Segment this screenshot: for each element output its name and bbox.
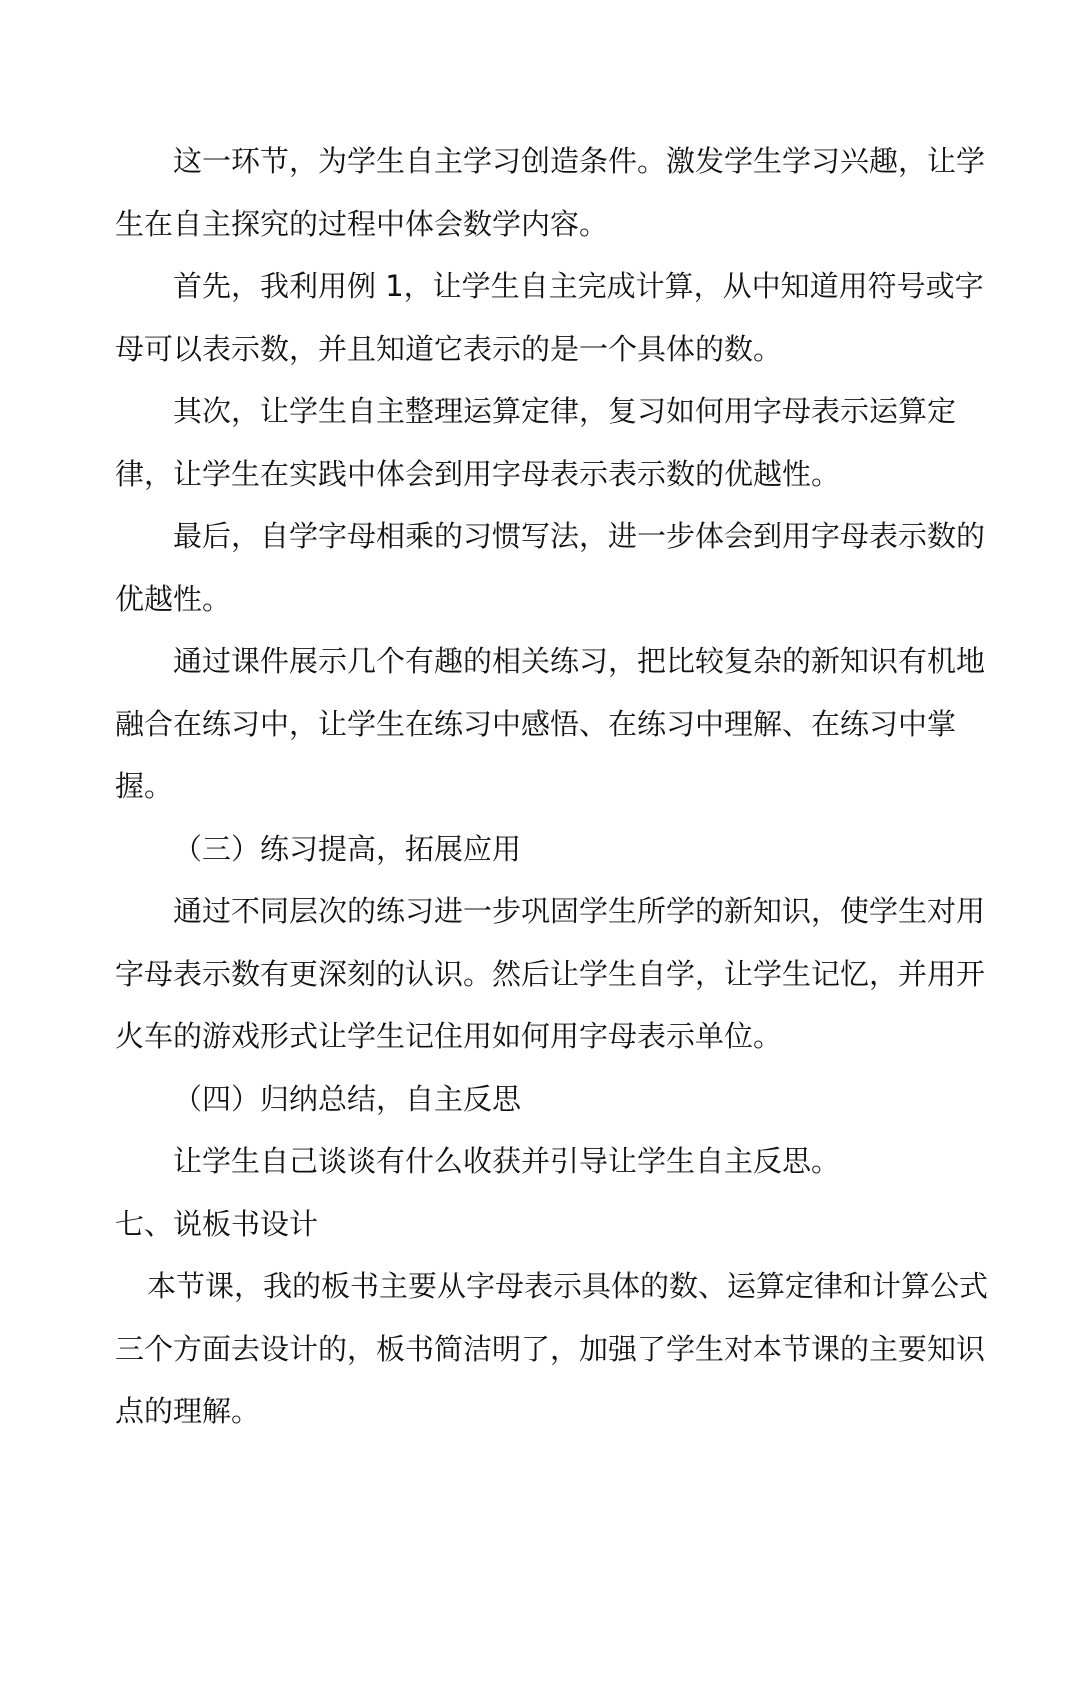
paragraph-second: 其次，让学生自主整理运算定律，复习如何用字母表示运算定律，让学生在实践中体会到用字母表示表示数的优越性。	[115, 394, 957, 491]
section-heading-four: （四）归纳总结，自主反思	[173, 1081, 522, 1116]
paragraph-blackboard: 本节课，我的板书主要从字母表示具体的数、运算定律和计算公式三个方面去设计的，板书简洁明了，加强了学生对本节课的主要知识点的理解。	[115, 1269, 989, 1428]
paragraph-intro: 这一环节，为学生自主学习创造条件。激发学生学习兴趣，让学生在自主探究的过程中体会数学内容。	[115, 144, 986, 241]
section-heading-seven: 七、说板书设计	[115, 1206, 319, 1241]
paragraph-courseware: 通过课件展示几个有趣的相关练习，把比较复杂的新知识有机地融合在练习中，让学生在练习中感悟、在练习中理解、在练习中掌握。	[115, 644, 986, 803]
paragraph-first: 首先，我利用例 1，让学生自主完成计算，从中知道用符号或字母可以表示数，并且知道它表示的是一个具体的数。	[115, 269, 984, 366]
paragraph-reflection: 让学生自己谈谈有什么收获并引导让学生自主反思。	[173, 1144, 841, 1178]
document-body	[115, 130, 995, 1443]
section-heading-three: （三）练习提高，拓展应用	[173, 831, 522, 866]
paragraph-last: 最后，自学字母相乘的习惯写法，进一步体会到用字母表示数的优越性。	[115, 519, 986, 616]
paragraph-practice: 通过不同层次的练习进一步巩固学生所学的新知识，使学生对用字母表示数有更深刻的认识。然后让学生自学，让学生记忆，并用开火车的游戏形式让学生记住用如何用字母表示单位。	[115, 894, 986, 1053]
